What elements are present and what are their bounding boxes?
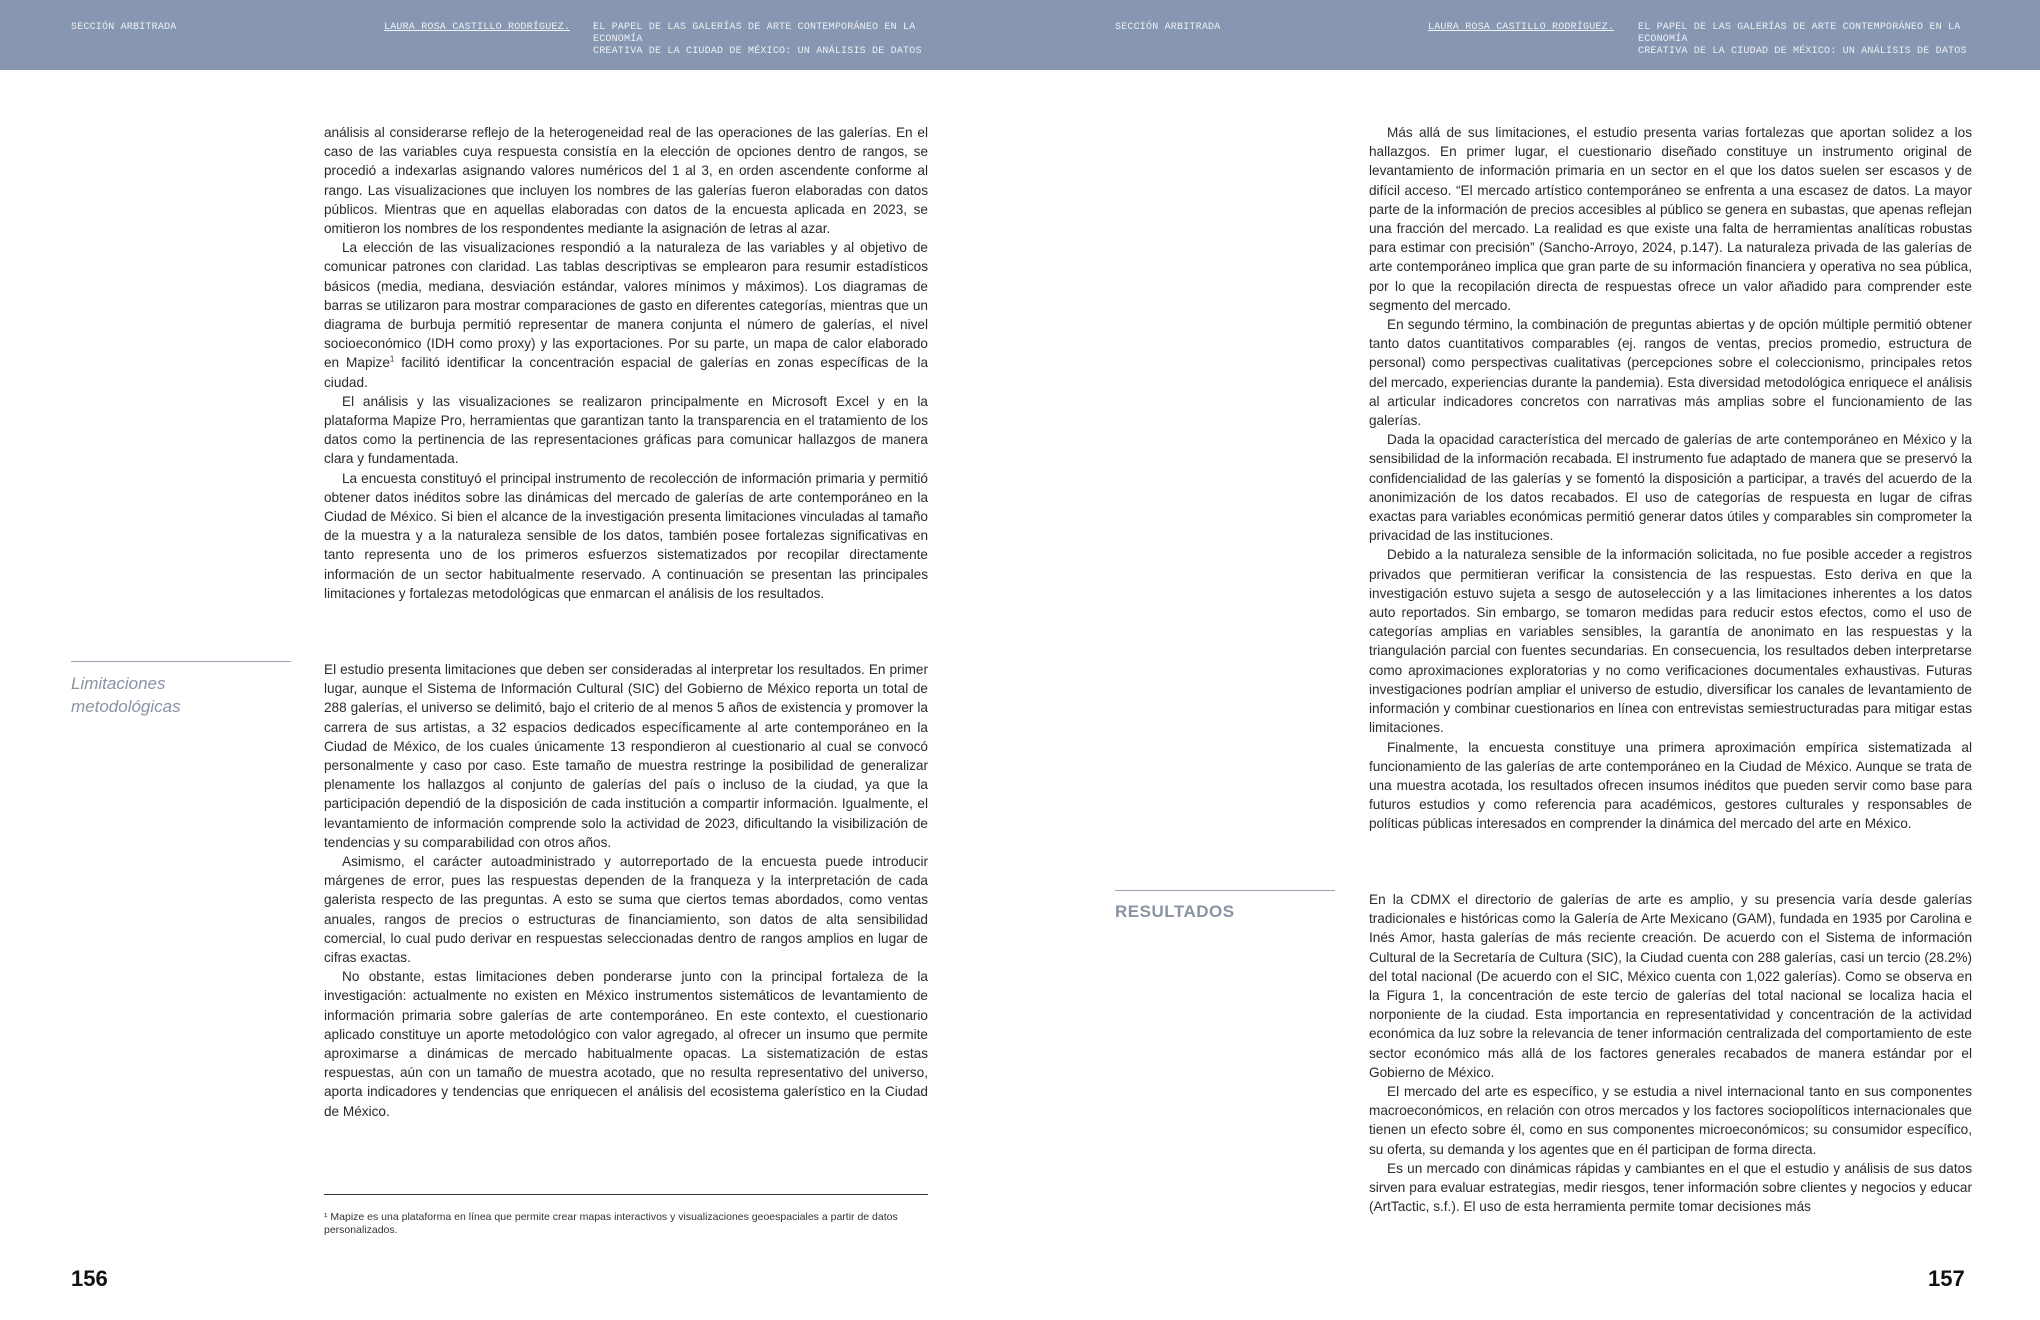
header-title-left (593, 22, 953, 58)
header-author-right: LAURA ROSA CASTILLO RODRÍGUEZ. (1428, 22, 1615, 33)
paragraph: Asimismo, el carácter autoadministrado y autorreportado de la encuesta puede introducir márgenes de error, pues las respuestas dependen de la franqueza y la interpretación de cada galerista respecto de las preguntas. A esto se suma que ciertos temas abordados, como ventas anuales, rangos de precios o estructuras de financiamiento, son datos de alta sensibilidad comercial, lo cual pudo derivar en respuestas seleccionadas dentro de rangos amplios en lugar de cifras exactas. (324, 854, 928, 966)
header-title-right (1638, 22, 1998, 58)
paragraph: Finalmente, la encuesta constituye una primera aproximación empírica sistematizada al funcionamiento de las galerías de arte contemporáneo en la Ciudad de México. Aunque se trata de una muestra acotada, los resultados ofrecen insumos inéditos que pueden servir como base para futuros estudios y como referencia para académicos, gestores culturales y responsables de políticas públicas interesados en comprender la dinámica del mercado del arte en México. (1369, 739, 1972, 832)
running-header (0, 0, 2040, 70)
right-body-section (1369, 890, 1972, 1216)
header-title-right-line1: EL PAPEL DE LAS GALERÍAS DE ARTE CONTEMPORÁNEO EN LA ECONOMÍA (1638, 22, 1961, 45)
right-body-top (1369, 123, 1972, 834)
paragraph (324, 238, 928, 392)
paragraph: El mercado del arte es específico, y se estudia a nivel internacional tanto en sus componentes macroeconómicos, en relación con otros mercados y los factores sociopolíticos internacionales que tienen un efecto sobre él, como en sus componentes microeconómicos; su consumidor específico, su oferta, su demanda y los agentes que en él participan de forma directa. (1369, 1084, 1972, 1157)
section-heading-resultados: RESULTADOS (1115, 902, 1235, 921)
paragraph: Dada la opacidad característica del mercado de galerías de arte contemporáneo en México y la sensibilidad de la información recabada. El instrumento fue adaptado de manera que se preservó la confidencialidad de las galerías y se fomentó la disposición a participar, a través del acuerdo de la anonimización de los datos recabados. El uso de categorías de respuesta en lugar de cifras exactas para variables económicas permitió generar datos útiles y comparables sin comprometer la privacidad de las instituciones. (1369, 432, 1972, 544)
paragraph: Más allá de sus limitaciones, el estudio presenta varias fortalezas que aportan solidez a los hallazgos. En primer lugar, el cuestionario diseñado constituye un instrumento original de levantamiento de información primaria en un sector en el que los datos suelen ser escasos y de difícil acceso. “El mercado artístico contemporáneo se enfrenta a una escasez de datos. La mayor parte de la información de precios accesibles al público se genera en subastas, que apenas reflejan una fracción del mercado. La realidad es que existe una falta de herramientas analíticas robustas para estimar con precisión” (Sancho-Arroyo, 2024, p.147). La naturaleza privada de las galerías de arte contemporáneo implica que gran parte de su información financiera y operativa no sea pública, por lo que la recopilación directa de respuestas ofrece un valor añadido para comprender este segmento del mercado. (1369, 125, 1972, 313)
paragraph-text: La elección de las visualizaciones respondió a la naturaleza de las variables y al objetivo de comunicar patrones con claridad. Las tablas descriptivas se emplearon para resumir estadísticos básicos (media, mediana, desviación estándar, valores mínimos y máximos). Los diagramas de barras se utilizaron para mostrar comparaciones de gasto en diferentes categorías, mientras que un diagrama de burbuja permitió representar de manera conjunta el número de galerías, el nivel socioeconómico (IDH como proxy) y las exportaciones. Por su parte, un mapa de calor elaborado en Mapize (324, 240, 928, 371)
footnote-divider (324, 1194, 928, 1195)
header-title-left-line1: EL PAPEL DE LAS GALERÍAS DE ARTE CONTEMPORÁNEO EN LA ECONOMÍA (593, 22, 916, 45)
header-section-left: SECCIÓN ARBITRADA (71, 22, 177, 33)
header-author-left: LAURA ROSA CASTILLO RODRÍGUEZ. (384, 22, 571, 33)
section-heading-limitaciones (71, 672, 181, 718)
header-title-left-line2: CREATIVA DE LA CIUDAD DE MÉXICO: UN ANÁLISIS DE DATOS (593, 46, 922, 57)
paragraph: El estudio presenta limitaciones que deben ser consideradas al interpretar los resultados. En primer lugar, aunque el Sistema de Información Cultural (SIC) del Gobierno de México reporta un total de 288 galerías, el universo se delimitó, bajo el criterio de al menos 5 años de existencia y promover la carrera de sus artistas, a 32 espacios dedicados específicamente al arte contemporáneo en la Ciudad de México, de los cuales únicamente 13 respondieron al cuestionario al cual se convocó personalmente y caso por caso. Este tamaño de muestra restringe la posibilidad de generalizar plenamente los hallazgos al conjunto de galerías del país o incluso de la ciudad, ya que la participación dependió de la disposición de cada institución a compartir información. Igualmente, el levantamiento de información comprende solo la actividad de 2023, dificultando la visibilización de tendencias y su comparabilidad con otros años. (324, 662, 928, 850)
paragraph-text-tail: facilitó identificar la concentración espacial de galerías en zonas específicas de la ciudad. (324, 355, 929, 390)
paragraph: Debido a la naturaleza sensible de la información solicitada, no fue posible acceder a registros privados que permitieran verificar la consistencia de las respuestas. Esto deriva en que la investigación estuvo sujeta a sesgo de autoselección y a las limitaciones inherentes a los datos auto reportados. Sin embargo, se tomaron medidas para reducir estos efectos, como el uso de categorías amplias en variables sensibles, la garantía de anonimato en las respuestas y la triangulación parcial con fuentes secundarias. En consecuencia, los resultados deben interpretarse como aproximaciones exploratorias y no como verificaciones documentales exhaustivas. Futuras investigaciones podrían ampliar el universo de estudio, diversificar los canales de levantamiento de información y combinar cuestionarios en línea con entrevistas semiestructuradas para mitigar estas limitaciones. (1369, 547, 1972, 736)
section-heading-line: Limitaciones (71, 674, 166, 693)
header-section-right: SECCIÓN ARBITRADA (1115, 22, 1221, 33)
left-body-top (324, 123, 928, 603)
paragraph: En segundo término, la combinación de preguntas abiertas y de opción múltiple permitió obtener tanto datos cuantitativos comparables (ej. rangos de ventas, precios promedio, estructura de personal) como perspectivas cualitativas (percepciones sobre el coleccionismo, principales retos del mercado, experiencias durante la pandemia). Esta diversidad metodológica enriquece el análisis al articular indicadores concretos con narrativas más amplias sobre el funcionamiento de las galerías. (1369, 317, 1973, 429)
paragraph: El análisis y las visualizaciones se realizaron principalmente en Microsoft Excel y en la plataforma Mapize Pro, herramientas que garantizan tanto la transparencia en el tratamiento de los datos como la pertinencia de las representaciones gráficas para comunicar hallazgos de manera clara y fundamentada. (324, 393, 928, 467)
section-divider (71, 661, 291, 662)
footnote-marker: 1 (389, 354, 395, 364)
footnote: ¹ Mapize es una plataforma en línea que permite crear mapas interactivos y visualizaciones geoespaciales a partir de datos personalizados. (324, 1211, 898, 1236)
section-heading-line: metodológicas (71, 697, 181, 716)
paragraph: No obstante, estas limitaciones deben ponderarse junto con la principal fortaleza de la investigación: actualmente no existen en México instrumentos sistemáticos de levantamiento de información primaria sobre galerías de arte contemporáneo. En este contexto, el cuestionario aplicado constituye un aporte metodológico con valor agregado, al ofrecer un insumo que permite aproximarse a dinámicas de mercado habitualmente opacas. La sistematización de estas respuestas, aún con un tamaño de muestra acotado, que no resulta representativo del universo, aporta indicadores y tendencias que enriquecen el análisis del ecosistema galerístico en la Ciudad de México. (324, 969, 928, 1119)
page-number-right: 157 (1928, 1266, 1965, 1291)
section-divider (1115, 890, 1335, 891)
paragraph: En la CDMX el directorio de galerías de arte es amplio, y su presencia varía desde galerías tradicionales e históricas como la Galería de Arte Mexicano (GAM), fundada en 1935 por Carolina e Inés Amor, hasta galerías de más reciente creación. De acuerdo con el Sistema de información Cultural de la Secretaría de Cultura (SIC), la Ciudad cuenta con 288 galerías, casi un tercio (28.2%) del total nacional (De acuerdo con el SIC, México cuenta con 1,022 galerías). Como se observa en la Figura 1, la concentración de este tercio de galerías del total nacional se localiza hacia el norponiente de la ciudad. Esta importancia en representatividad y concentración de la actividad económica da luz sobre la relevancia de tener información centralizada del comportamiento de este sector económico más allá de los factores generales recabados de manera estándar por el Gobierno de México. (1369, 892, 1972, 1080)
left-body-section (324, 660, 928, 1121)
paragraph: Es un mercado con dinámicas rápidas y cambiantes en el que el estudio y análisis de sus datos sirven para evaluar estrategias, medir riesgos, tener información sobre clientes y negocios y educar (ArtTactic, s.f.). El uso de esta herramienta permite tomar decisiones más (1369, 1160, 1972, 1215)
paragraph: La encuesta constituyó el principal instrumento de recolección de información primaria y permitió obtener datos inéditos sobre las dinámicas del mercado de galerías de arte contemporáneo en la Ciudad de México. Si bien el alcance de la investigación presenta limitaciones vinculadas al tamaño de la muestra y a la naturaleza sensible de los datos, también posee fortalezas significativas en tanto representa uno de los primeros esfuerzos sistematizados por recopilar directamente información de un sector habitualmente reservado. A continuación se presentan las principales limitaciones y fortalezas metodológicas que enmarcan el análisis de los resultados. (324, 470, 928, 601)
page-number-left: 156 (71, 1266, 108, 1291)
paragraph: análisis al considerarse reflejo de la heterogeneidad real de las operaciones de las galerías. En el caso de las variables cuya respuesta consistía en la elección de opciones dentro de rangos, se procedió a indexarlas asignando valores numéricos del 1 al 3, en orden ascendente conforme al rango. Las visualizaciones que incluyen los nombres de las galerías fueron elaboradas con datos públicos. Mientras que en aquellas elaboradas con datos de la encuesta aplicada en 2023, se omitieron los nombres de los respondentes mediante la asignación de letras al azar. (324, 125, 928, 237)
header-title-right-line2: CREATIVA DE LA CIUDAD DE MÉXICO: UN ANÁLISIS DE DATOS (1638, 46, 1967, 57)
